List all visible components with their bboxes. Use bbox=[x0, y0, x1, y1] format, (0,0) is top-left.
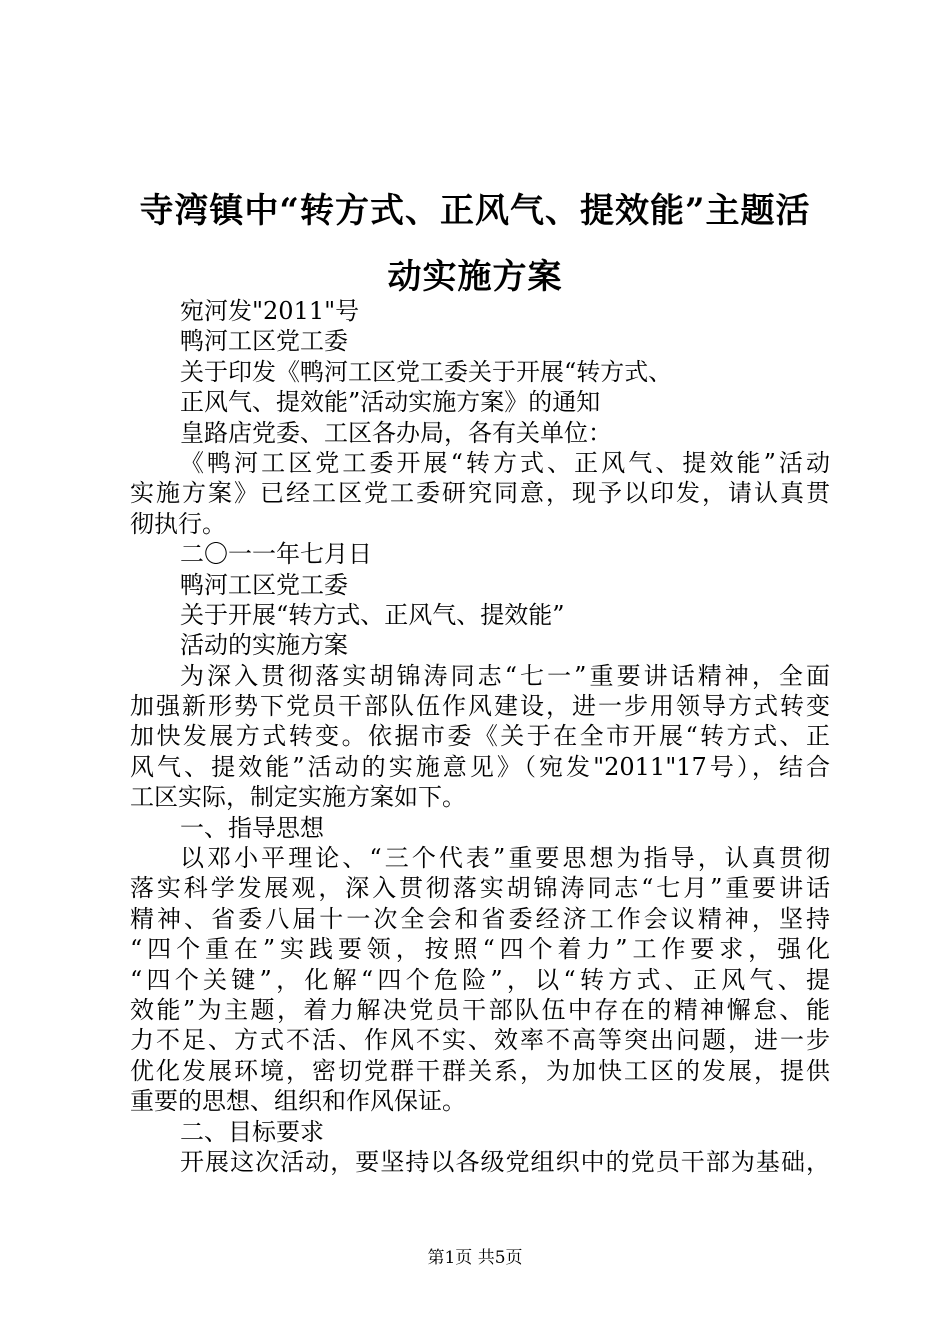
document-title bbox=[100, 178, 850, 310]
body-line: 皇路店党委、工区各办局，各有关单位： bbox=[180, 418, 612, 447]
body-line: “四个重在”实践要领，按照“四个着力”工作要求，强化 bbox=[130, 935, 830, 964]
body-line: 鸭河工区党工委 bbox=[180, 327, 348, 356]
body-line: 活动的实施方案 bbox=[180, 631, 348, 660]
page-footer: 第1页 共5页 bbox=[427, 1248, 523, 1268]
body-line: 重要的思想、组织和作风保证。 bbox=[130, 1087, 466, 1116]
body-line: 效能”为主题，着力解决党员干部队伍中存在的精神懈怠、能 bbox=[130, 995, 830, 1024]
body-line: 优化发展环境，密切党群干群关系，为加快工区的发展，提供 bbox=[130, 1056, 830, 1085]
body-line: 加快发展方式转变。依据市委《关于在全市开展“转方式、正 bbox=[130, 722, 830, 751]
body-line: 一、指导思想 bbox=[180, 813, 324, 842]
body-line: 以邓小平理论、“三个代表”重要思想为指导，认真贯彻 bbox=[180, 844, 830, 873]
body-line: 实施方案》已经工区党工委研究同意，现予以印发，请认真贯 bbox=[130, 479, 830, 508]
body-line: 关于印发《鸭河工区党工委关于开展“转方式、 bbox=[180, 357, 673, 386]
body-line: 为深入贯彻落实胡锦涛同志“七一”重要讲话精神，全面 bbox=[180, 661, 830, 690]
title-line: 动实施方案 bbox=[387, 257, 563, 297]
body-line: 开展这次活动，要坚持以各级党组织中的党员干部为基础， bbox=[180, 1147, 830, 1176]
body-line: 正风气、提效能”活动实施方案》的通知 bbox=[180, 388, 601, 417]
body-line: 加强新形势下党员干部队伍作风建设，进一步用领导方式转变 bbox=[130, 692, 830, 721]
body-line: 彻执行。 bbox=[130, 509, 226, 538]
body-line: 工区实际，制定实施方案如下。 bbox=[130, 783, 466, 812]
body-line: 鸭河工区党工委 bbox=[180, 570, 348, 599]
body-line: 宛河发"2011"号 bbox=[180, 297, 360, 325]
body-line: 精神、省委八届十一次全会和省委经济工作会议精神，坚持 bbox=[130, 904, 830, 933]
body-line: 力不足、方式不活、作风不实、效率不高等突出问题，进一步 bbox=[130, 1026, 830, 1055]
body-line: 风气、提效能”活动的实施意见》（宛发"2011"17号），结合 bbox=[130, 752, 830, 781]
body-line: 关于开展“转方式、正风气、提效能” bbox=[180, 600, 565, 629]
title-line: 寺湾镇中“转方式、正风气、提效能”主题活 bbox=[139, 191, 811, 231]
body-line: 二〇一一年七月日 bbox=[180, 540, 372, 569]
body-line: 落实科学发展观，深入贯彻落实胡锦涛同志“七月”重要讲话 bbox=[130, 874, 830, 903]
body-line: 二、目标要求 bbox=[180, 1117, 324, 1146]
body-line: 《鸭河工区党工委开展“转方式、正风气、提效能”活动 bbox=[180, 448, 830, 477]
document-body bbox=[130, 296, 830, 1177]
body-line: “四个关键”，化解“四个危险”，以“转方式、正风气、提 bbox=[130, 965, 830, 994]
